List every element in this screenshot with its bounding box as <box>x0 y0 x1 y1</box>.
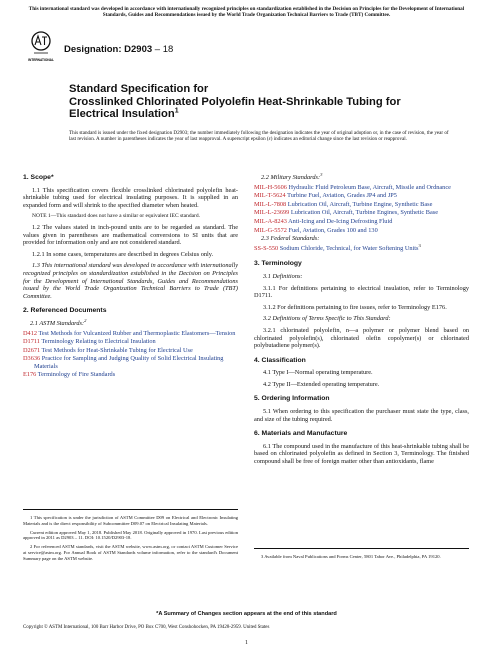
mil-ref-list <box>254 184 469 235</box>
footnote: 2 For referenced ASTM standards, visit the ASTM website, www.astm.org, or contact ASTM Customer Service at service@astm.org. For Annual Book of ASTM Standards volume information, refer to the standard's Document Summary page on the ASTM website. <box>23 544 238 561</box>
astm-ref-list <box>23 330 238 380</box>
footnotes-right <box>254 548 469 563</box>
left-column <box>23 174 238 380</box>
ref-item[interactable]: MIL-L-7808 Lubrication Oil, Aircraft, Turbine Engine, Synthetic Base <box>254 200 433 208</box>
materials-heading: 6. Materials and Manufacture <box>254 430 348 438</box>
page-number: 1 <box>245 640 248 646</box>
ref-item[interactable]: E176 Terminology of Fire Standards <box>23 371 116 379</box>
designation <box>64 44 173 55</box>
ref-item[interactable]: D2671 Test Methods for Heat-Shrinkable Tubing for Electrical Use <box>23 346 193 354</box>
footnote: Current edition approved May 1, 2018. Published May 2018. Originally approved in 1970. Last previous edition approved in 2011 as D2903 – 11. DOI: 10.1520/D2903-18. <box>23 529 238 541</box>
ref-item[interactable]: MIL-T-5624 Turbine Fuel, Aviation, Grades JP4 and JP5 <box>254 192 397 200</box>
ref-item[interactable]: D1711 Terminology Relating to Electrical Insulation <box>23 338 156 346</box>
terminology-heading: 3. Terminology <box>254 260 302 268</box>
issued-statement: This standard is issued under the fixed designation D2903; the number immediately following the designation indicates the year of original adoption or, in the case of revision, the year of last revision. A number in parentheses indicates the year of last reapproval. A superscript epsilon (ε) indicates an editorial change since the last revision or reapproval. <box>69 130 449 143</box>
para-1-2-1: 1.2.1 In some cases, temperatures are described in degrees Celsius only. <box>32 250 214 258</box>
ordering-heading: 5. Ordering Information <box>254 395 330 403</box>
para-3-2-1: 3.2.1 chlorinated polyolefin, n—a polymer or polymer blend based on chlorinated polyolefin(s), chlorinated olefin copolymer(s) or chlorinated polybutadiene polymer(s). <box>254 326 469 350</box>
footnote: 1 This specification is under the jurisdiction of ASTM Committee D09 on Electrical and Electronic Insulating Materials and is the direct responsibility of Subcommittee D09.07 on Electrical Insulating Materials. <box>23 515 238 526</box>
para-3-1-2: 3.1.2 For definitions pertaining to fire issues, refer to Terminology E176. <box>263 303 447 311</box>
para-1-2: 1.2 The values stated in inch-pound units are to be regarded as standard. The values given in parentheses are mathematical conversions to SI units that are provided for information only and are not considered standard. <box>23 223 238 247</box>
ref-item[interactable]: D3636 Practice for Sampling and Judging Quality of Solid Electrical Insulating Materials <box>23 355 224 370</box>
scope-heading: 1. Scope* <box>23 174 54 181</box>
para-5-1: 5.1 When ordering to this specification the purchaser must state the type, class, and size of the tubing required. <box>254 408 469 423</box>
military-standards-label: 2.2 Military Standards:$^3$ <box>261 171 323 181</box>
para-6-1: 6.1 The compound used in the manufacture of this heat-shrinkable tubing shall be based on chlorinated polyolefin as defined in Section 3, Terminology. The finished compound shall be free of foreign matter other than antioxidants, flame <box>254 442 469 466</box>
document-title <box>69 83 429 121</box>
right-column <box>254 171 469 470</box>
summary-of-changes-note: *A Summary of Changes section appears at the end of this standard <box>156 611 337 617</box>
para-4-1: 4.1 Type I—Normal operating temperature. <box>263 369 373 377</box>
ref-item[interactable]: SS-S-550 Sodium Chloride, Technical, for Water Softening Units$^3$ <box>254 242 421 252</box>
ref-item[interactable]: MIL-L-23699 Lubrication Oil, Aircraft, Turbine Engines, Synthetic Base <box>254 209 438 217</box>
ref-item[interactable]: MIL-G-5572 Fuel, Aviation, Grades 100 and 130 <box>254 226 378 234</box>
designation-edition: – 18 <box>152 44 174 55</box>
para-3-1: 3.1 Definitions: <box>263 272 303 280</box>
title-line1: Standard Specification for <box>69 83 209 95</box>
ref-item[interactable]: MIL-H-5606 Hydraulic Fluid Petroleum Base, Aircraft, Missile and Ordnance <box>254 183 451 191</box>
copyright-line: Copyright © ASTM International, 100 Barr Harbor Drive, PO Box C700, West Conshohocken, PA 19428-2959. United States <box>23 625 270 630</box>
title-line2: Crosslinked Chlorinated Polyolefin Heat-Shrinkable Tubing for Electrical Insulation <box>69 95 401 121</box>
classification-heading: 4. Classification <box>254 356 306 364</box>
logo-text: INTERNATIONAL <box>28 58 54 62</box>
astm-logo-icon <box>28 31 54 67</box>
title-footnote-mark: 1 <box>174 107 179 115</box>
para-3-1-1: 3.1.1 For definitions pertaining to electrical insulation, refer to Terminology D1711. <box>254 284 469 300</box>
footnotes-left <box>23 509 238 565</box>
footnote: 3 Available from Naval Publications and Forms Center, 5801 Tabor Ave., Philadelphia, PA 19120. <box>261 554 441 559</box>
federal-standards-label: 2.3 Federal Standards: <box>261 235 320 243</box>
ref-item[interactable]: D412 Test Methods for Vulcanized Rubber and Thermoplastic Elastomers—Tension <box>23 329 236 337</box>
note-1: NOTE 1—This standard does not have a similar or equivalent IEC standard. <box>32 213 201 220</box>
referenced-documents-heading: 2. Referenced Documents <box>23 307 107 315</box>
designation-label: Designation: D2903 <box>64 44 153 55</box>
para-1-1: 1.1 This specification covers flexible crosslinked chlorinated polyolefin heat-shrinkable tubing used for electrical insulating purposes. It is supplied in an expanded form and will shrink to the specified diameter when heated. <box>23 186 238 209</box>
para-1-3: 1.3 This international standard was developed in accordance with internationally recognized principles on standardization established in the Decision on Principles for the Development of International Standards, Guides and Recommendations issued by the World Trade Organization Technical Barriers to Trade (TBT) Committee. <box>23 262 238 300</box>
ref-item[interactable]: MIL-A-8243 Anti-Icing and De-Icing Defrosting Fluid <box>254 217 393 225</box>
astm-standards-label: 2.1 ASTM Standards:$^2$ <box>30 317 87 327</box>
para-4-2: 4.2 Type II—Extended operating temperature. <box>263 380 380 388</box>
header-note: This international standard was developed in accordance with internationally recognized principles on standardization established in the Decision on Principles for the Development of International Standards, Guides and Recommendations issued by the World Trade Organization Technical Barriers to Trade (TBT) Committee. <box>28 6 465 19</box>
para-3-2: 3.2 Definitions of Terms Specific to This Standard: <box>263 315 391 323</box>
